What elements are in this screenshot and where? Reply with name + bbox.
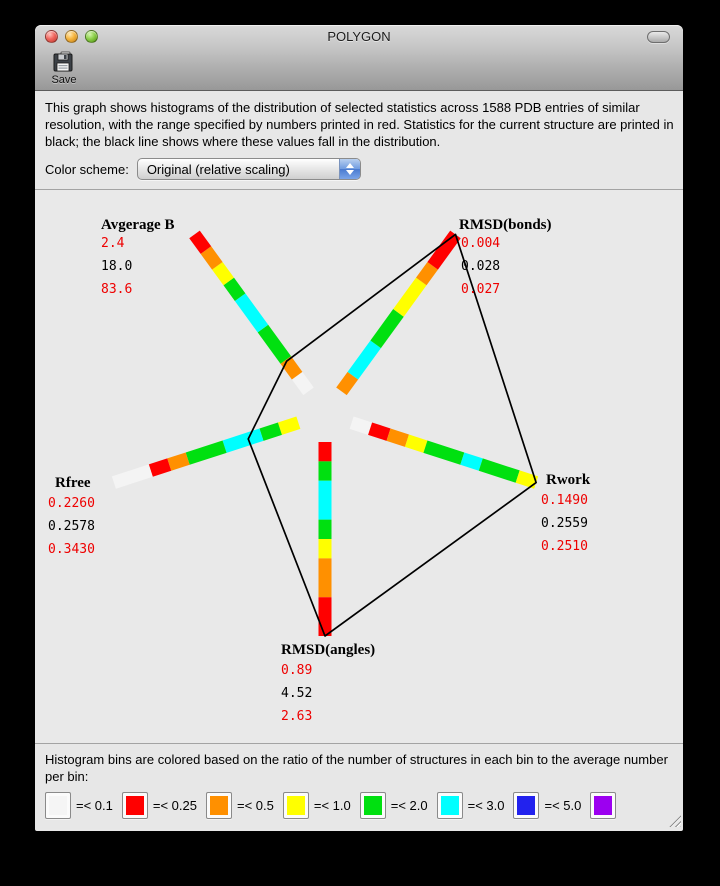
histogram-segment	[376, 313, 399, 344]
axis-max-value: 0.2510	[541, 539, 588, 554]
axis-max-value: 0.027	[461, 282, 501, 297]
histogram-segment	[280, 423, 298, 429]
histogram-segment	[261, 429, 279, 435]
color-scheme-select[interactable]	[137, 158, 361, 180]
bin-label: =< 0.25	[152, 798, 197, 813]
bin-color-swatch	[517, 796, 535, 815]
histogram-segment	[263, 329, 286, 360]
axis-max-value: 0.3430	[48, 542, 95, 557]
axis-title: Rwork	[546, 472, 591, 488]
bin-label: =< 3.0	[467, 798, 505, 813]
bin-color-well[interactable]	[360, 792, 386, 819]
bin-color-swatch	[287, 796, 305, 815]
bin-color-well[interactable]	[122, 792, 148, 819]
bin-color-well[interactable]	[45, 792, 71, 819]
axis-values	[461, 232, 500, 301]
legend-bin	[206, 792, 283, 819]
axis-current-value: 18.0	[101, 259, 133, 274]
histogram-segment	[217, 266, 228, 282]
axis-title: Avgerage B	[101, 217, 175, 233]
histogram-segment	[421, 266, 432, 282]
axis-max-value: 83.6	[101, 282, 133, 297]
bin-label: =< 2.0	[390, 798, 428, 813]
histogram-segment	[225, 435, 262, 447]
legend-text: Histogram bins are colored based on the ratio of the number of structures in each bin to the average number per bin:	[45, 752, 668, 784]
histogram-segment	[462, 459, 480, 465]
legend-bin	[437, 792, 514, 819]
axis-max-value: 2.63	[281, 709, 313, 724]
histogram-segment	[341, 376, 352, 392]
histogram-segment	[195, 234, 206, 250]
legend-bin	[45, 792, 122, 819]
color-scheme-value: Original (relative scaling)	[146, 161, 290, 177]
axis-values	[541, 489, 588, 558]
bin-color-well[interactable]	[513, 792, 539, 819]
histogram-segment	[297, 376, 308, 392]
window-title: POLYGON	[327, 29, 391, 44]
axis-min-value: 2.4	[101, 236, 125, 251]
legend-panel	[35, 744, 683, 829]
description-text: This graph shows histograms of the distribution of selected statistics across 1588 PDB entries of similar resolution, with the range specified by numbers printed in red. Statistics for the current structure are printed in black; the black line shows where these values fall in the distribution.	[45, 100, 674, 149]
legend-bin	[513, 792, 590, 819]
histogram-segment	[425, 447, 462, 459]
histogram-segment	[407, 441, 425, 447]
bin-color-well[interactable]	[437, 792, 463, 819]
histogram-segment	[229, 281, 240, 297]
toolbar-toggle-button[interactable]	[647, 31, 670, 43]
bin-label: =< 0.1	[76, 798, 113, 813]
histogram-segment	[286, 360, 297, 376]
histogram-segment	[370, 429, 388, 435]
axis-current-value: 0.2559	[541, 516, 588, 531]
axis-min-value: 0.2260	[48, 496, 95, 511]
legend-bin	[283, 792, 360, 819]
save-floppy-icon	[51, 51, 77, 73]
histogram-segment	[169, 459, 187, 465]
bin-color-well[interactable]	[283, 792, 309, 819]
histogram-segment	[518, 477, 536, 483]
histogram-segment	[114, 471, 151, 483]
color-scheme-row	[45, 158, 673, 180]
histogram-segment	[353, 344, 376, 375]
axis-title: Rfree	[55, 475, 91, 491]
axis-current-value: 0.2578	[48, 519, 95, 534]
legend-bin	[122, 792, 206, 819]
bin-label: =< 1.0	[313, 798, 351, 813]
window-chrome	[35, 25, 683, 91]
axis-title: RMSD(bonds)	[459, 217, 552, 233]
axis-current-value: 4.52	[281, 686, 313, 701]
bin-color-swatch	[364, 796, 382, 815]
bin-label: =< 5.0	[544, 798, 582, 813]
histogram-segment	[398, 281, 421, 312]
axis-values	[101, 232, 132, 301]
popup-stepper-icon	[339, 159, 360, 179]
bin-color-swatch	[441, 796, 459, 815]
save-button-label: Save	[51, 74, 77, 86]
histogram-segment	[188, 447, 225, 459]
color-scheme-label: Color scheme:	[45, 161, 129, 177]
bin-color-swatch	[126, 796, 144, 815]
histogram-segment	[433, 234, 456, 265]
legend-bin	[590, 792, 621, 819]
axis-title: RMSD(angles)	[281, 642, 376, 658]
axis-values	[281, 659, 312, 728]
axis-min-value: 0.1490	[541, 493, 588, 508]
histogram-segment	[206, 250, 217, 266]
axis-current-value: 0.028	[461, 259, 501, 274]
axis-values	[48, 492, 95, 561]
legend-bin	[360, 792, 437, 819]
histogram-segment	[352, 423, 370, 429]
chart-panel	[35, 190, 683, 744]
histogram-segment	[481, 465, 518, 477]
bin-color-well[interactable]	[206, 792, 232, 819]
bin-color-well[interactable]	[590, 792, 616, 819]
info-panel	[35, 91, 683, 190]
axis-min-value: 0.004	[461, 236, 501, 251]
histogram-segment	[240, 297, 263, 328]
axis-min-value: 0.89	[281, 663, 313, 678]
bin-color-swatch	[594, 796, 612, 815]
save-button[interactable]	[47, 51, 81, 86]
bin-color-swatch	[49, 796, 67, 815]
bin-color-swatch	[210, 796, 228, 815]
title-bar[interactable]	[35, 25, 683, 48]
histogram-segment	[151, 465, 169, 471]
bin-label: =< 0.5	[236, 798, 274, 813]
legend-bins	[45, 792, 673, 819]
polygon-window	[35, 25, 683, 831]
histogram-segment	[389, 435, 407, 441]
